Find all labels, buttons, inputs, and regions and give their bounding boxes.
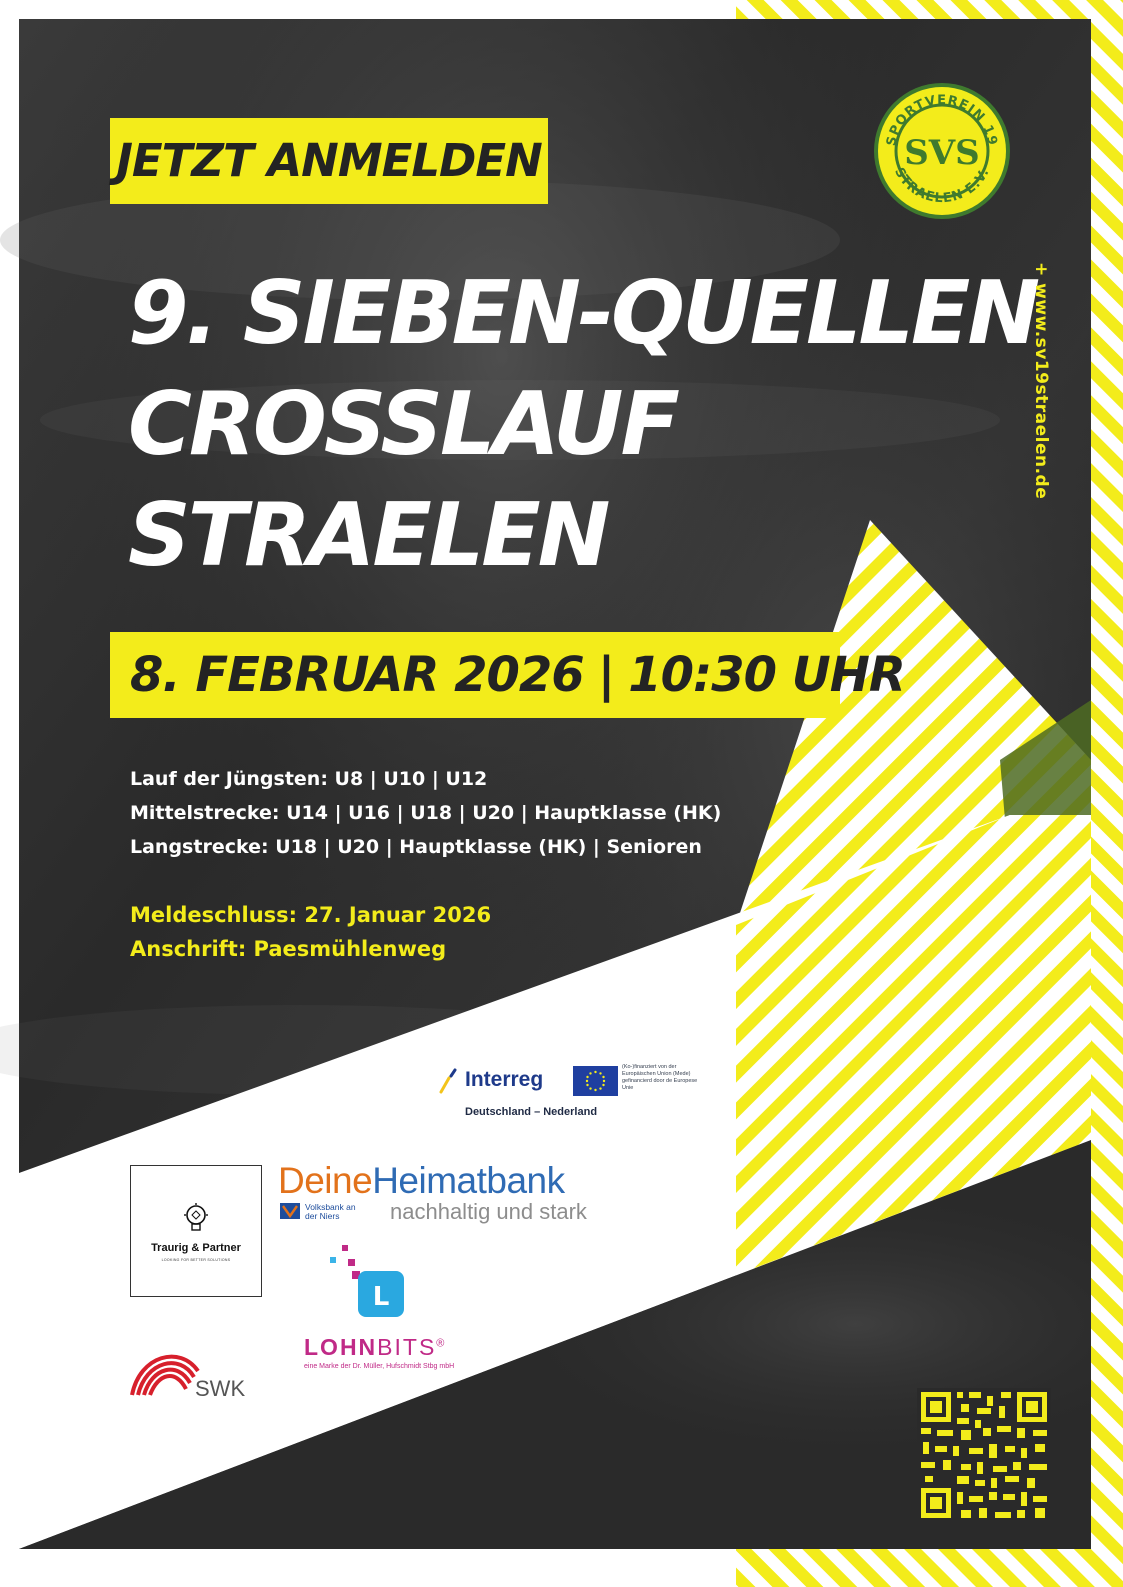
category-line: Langstrecke: U18 | U20 | Hauptklasse (HK) | Senioren [130, 836, 702, 858]
eu-flag-icon [573, 1066, 618, 1096]
category-line: Lauf der Jüngsten: U8 | U10 | U12 [130, 768, 488, 790]
club-logo [873, 82, 1011, 220]
traurig-tagline: LOOKING FOR BETTER SOLUTIONS [161, 1258, 231, 1262]
title-line-2: CROSSLAUF [128, 373, 677, 475]
interreg-swoosh-icon [437, 1068, 463, 1096]
lohn-word-a: LOHN [304, 1334, 378, 1360]
swk-arches-icon [130, 1345, 200, 1397]
race-categories [130, 762, 721, 864]
title-line-3: STRAELEN [128, 484, 608, 586]
title-line-1: 9. SIEBEN-QUELLEN [128, 262, 1038, 364]
volksbank-name: Volksbank an der Niers [305, 1202, 356, 1221]
category-line: Mittelstrecke: U14 | U16 | U18 | U20 | Hauptklasse (HK) [130, 802, 722, 824]
bank-word-b: Heimatbank [372, 1160, 565, 1201]
eu-funding-text: (Ko-)finanziert von der Europäischen Union (Mede) gefinancierd door de Europese Unie [622, 1064, 698, 1091]
bank-word-a: Deine [278, 1160, 373, 1201]
heimatbank-logo [278, 1160, 565, 1202]
logo-ring-top: SPORTVEREIN 19 [884, 92, 1000, 148]
lohn-word-b: BITS [377, 1334, 437, 1360]
event-time: 10:30 UHR [628, 647, 905, 703]
traurig-partner-logo [130, 1165, 262, 1297]
qr-code-icon[interactable] [917, 1388, 1051, 1522]
registered-mark: ® [436, 1337, 447, 1350]
date-banner [110, 632, 905, 718]
deadline-text: Meldeschluss: 27. Januar 2026 [130, 903, 492, 927]
bank-tagline: nachhaltig und stark [390, 1199, 587, 1224]
interreg-name: Interreg [465, 1068, 544, 1091]
volksbank-icon [280, 1203, 300, 1219]
swk-label: SWK [195, 1376, 246, 1401]
lohnbits-icon [326, 1245, 406, 1321]
cta-banner: JETZT ANMELDEN [110, 118, 548, 204]
interreg-subtitle: Deutschland – Nederland [465, 1106, 598, 1118]
logo-ring-bottom: STRAELEN E.V. [891, 165, 993, 207]
lightbulb-icon [181, 1202, 211, 1236]
lohnbits-subtitle: eine Marke der Dr. Müller, Hufschmidt Stbg mbH [304, 1363, 455, 1370]
website-link[interactable]: + www.sv19straelen.de [1031, 262, 1051, 500]
event-date: 8. FEBRUAR 2026 [130, 647, 584, 703]
lohnbits-wordmark [304, 1334, 446, 1361]
event-title [128, 258, 1037, 591]
date-separator: | [597, 647, 615, 703]
lohnbits-icon-letter: L [372, 1282, 390, 1312]
interreg-logo [437, 1062, 697, 1132]
traurig-name: Traurig & Partner [151, 1242, 241, 1254]
address-text: Anschrift: Paesmühlenweg [130, 937, 447, 961]
registration-info [130, 898, 491, 966]
logo-monogram: SVS [904, 133, 980, 173]
